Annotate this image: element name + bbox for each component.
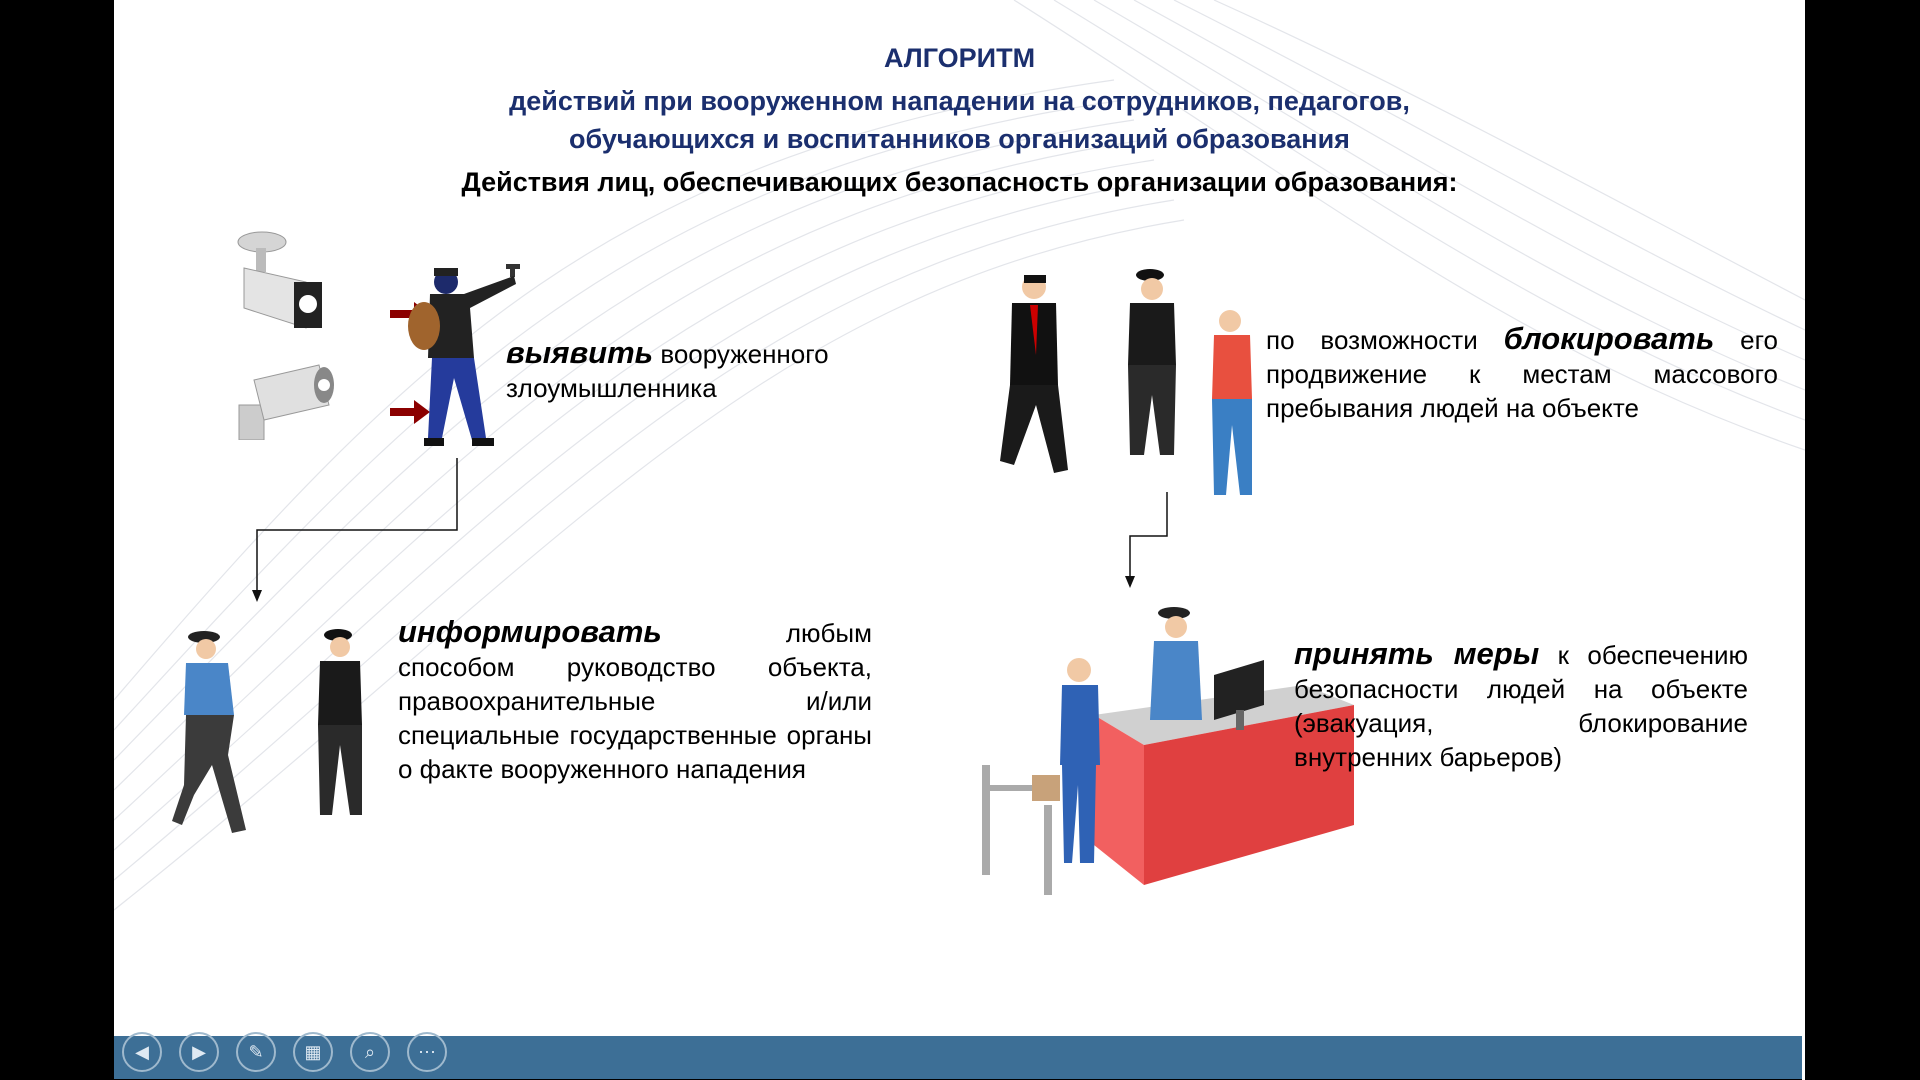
prev-slide-button[interactable]: [122, 1032, 162, 1072]
see-all-slides-button[interactable]: [293, 1032, 333, 1072]
police-officer-figure: [172, 631, 246, 833]
slide-subtitle: Действия лиц, обеспечивающих безопасность организации образования:: [461, 167, 1458, 197]
woman-visitor-figure: [1032, 658, 1100, 863]
flow-connectors: [114, 0, 1805, 1037]
slide-title-line2: действий при вооруженном нападении на сотрудников, педагогов,: [509, 86, 1410, 116]
zoom-button[interactable]: [350, 1032, 390, 1072]
step-inform-desc: любым способом руководство объекта, правоохранительные и/или специальные государственные органы о факте вооруженного нападения: [398, 618, 872, 784]
guard-at-desk-figure: [1150, 607, 1202, 720]
slide-title: АЛГОРИТМ: [883, 43, 1036, 73]
more-options-button[interactable]: [407, 1032, 447, 1072]
zoom-icon: ⌕: [364, 1041, 376, 1062]
step-block-keyword: блокировать: [1503, 321, 1715, 356]
step-block-text: [1266, 322, 1778, 425]
presentation-slide: [114, 0, 1805, 1037]
next-slide-button[interactable]: [179, 1032, 219, 1072]
step-measures-keyword: принять меры: [1294, 636, 1540, 671]
pen-icon: ✎: [248, 1041, 264, 1062]
civilian-figure: [1212, 310, 1252, 495]
security-guard-figure: [318, 629, 362, 815]
prev-arrow-icon: ◀: [135, 1041, 149, 1062]
step-measures-desc: к обеспечению безопасности людей на объекте (эвакуация, блокирование внутренних барьеров): [1294, 640, 1749, 772]
next-arrow-icon: ▶: [192, 1041, 206, 1062]
step-detect-keyword: выявить: [506, 335, 654, 370]
step-block-prefix: по возможности: [1266, 325, 1504, 355]
slides-grid-icon: ▦: [304, 1041, 322, 1062]
connector-detect-to-inform: [257, 458, 457, 592]
step-detect-desc: вооруженного злоумышленника: [506, 339, 829, 403]
more-icon: ⋯: [418, 1041, 436, 1062]
step-inform-text: [398, 615, 872, 786]
step-block-desc: его продвижение к местам массового пребывания людей на объекте: [1266, 325, 1779, 423]
police-and-guard-illustration: [154, 625, 404, 840]
step-measures-text: [1294, 637, 1748, 774]
security-guard-figure: [1128, 269, 1176, 455]
pen-tool-button[interactable]: [236, 1032, 276, 1072]
bodyguard-figure: [1000, 275, 1068, 473]
slide-edge: [1802, 1036, 1805, 1080]
slide-title-line3: обучающихся и воспитанников организаций образования: [569, 124, 1350, 154]
step-inform-keyword: информировать: [398, 614, 662, 649]
